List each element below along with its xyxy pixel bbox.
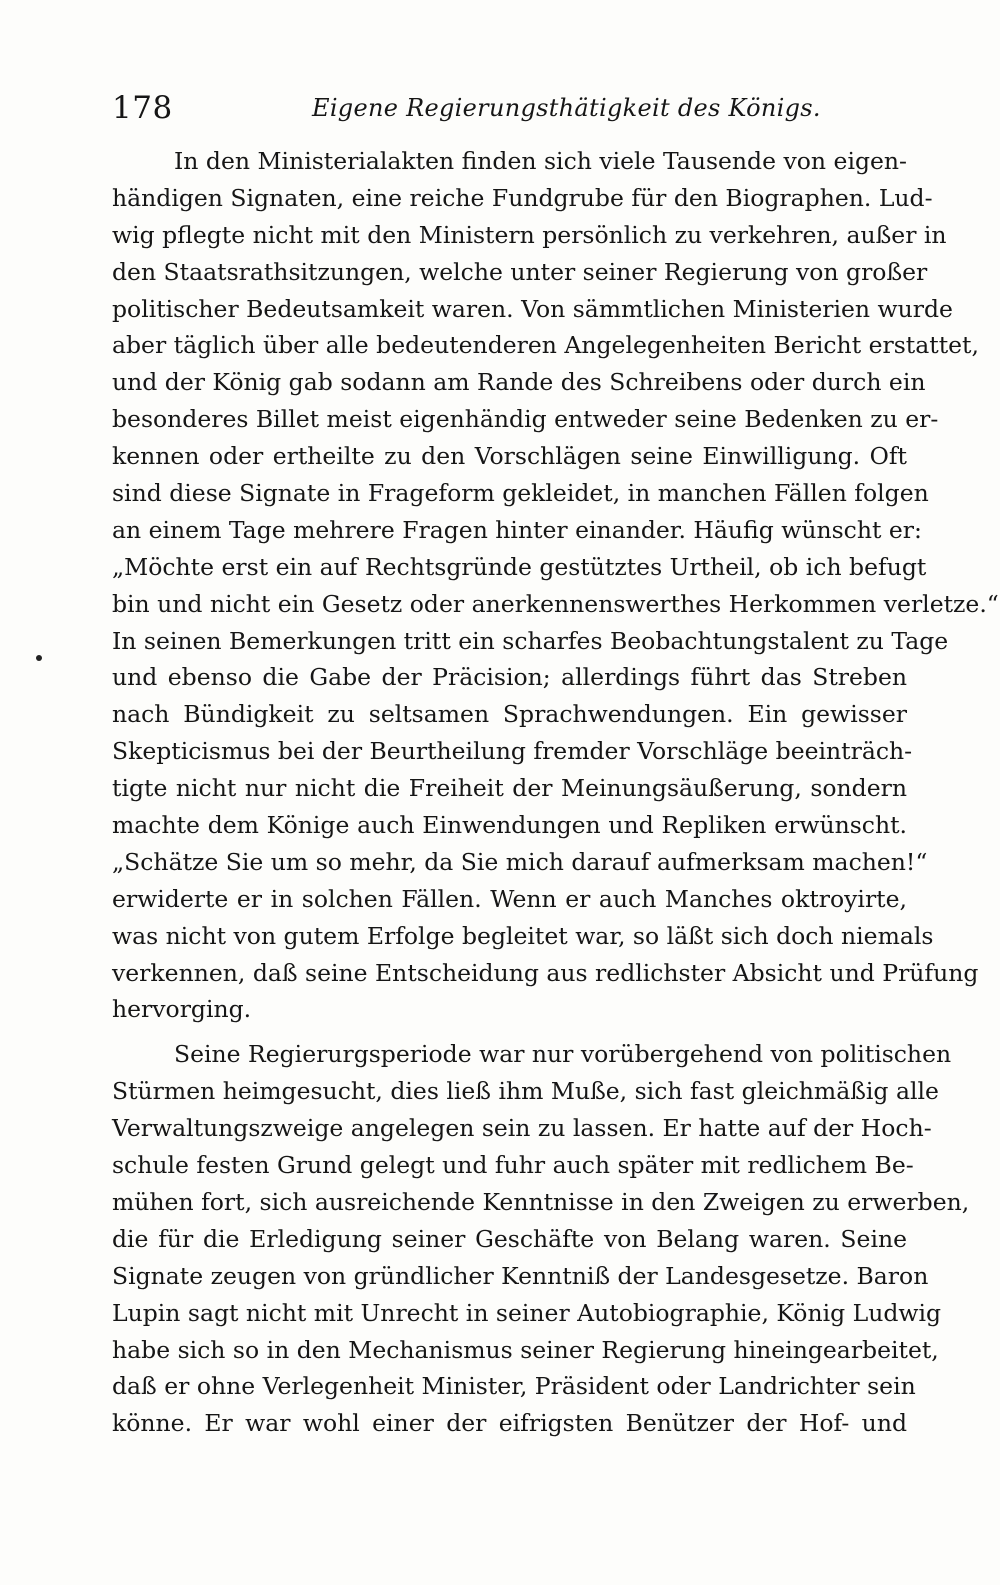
text-line: Seine Regierurgsperiode war nur vorübergehend von politischen bbox=[174, 1040, 952, 1069]
ink-speck bbox=[36, 655, 42, 661]
text-line: In den Ministerialakten finden sich viele Tausende von eigen- bbox=[174, 147, 907, 175]
text-line: Stürmen heimgesucht, dies ließ ihm Muße, sich fast gleichmäßig alle bbox=[112, 1077, 939, 1106]
text-line: die für die Erledigung seiner Geschäfte von Belang waren. Seine bbox=[112, 1224, 907, 1253]
text-line: schule festen Grund gelegt und fuhr auch später mit redlichem Be- bbox=[112, 1151, 914, 1180]
text-line: nach Bündigkeit zu seltsamen Sprachwendungen. Ein gewisser bbox=[112, 700, 907, 729]
text-line: Skepticismus bei der Beurtheilung fremder Vorschläge beeinträch- bbox=[112, 737, 913, 766]
text-line: „Schätze Sie um so mehr, da Sie mich darauf aufmerksam machen!“ bbox=[112, 847, 928, 876]
text-line: Verwaltungszweige angelegen sein zu lassen. Er hatte auf der Hoch- bbox=[112, 1114, 932, 1143]
text-line: habe sich so in den Mechanismus seiner Regierung hineingearbeitet, bbox=[112, 1335, 939, 1364]
text-line: Lupin sagt nicht mit Unrecht in seiner Autobiographie, König Ludwig bbox=[112, 1298, 942, 1327]
running-head: Eigene Regierungsthätigkeit des Königs. bbox=[312, 94, 821, 122]
text-line: In seinen Bemerkungen tritt ein scharfes Beobachtungstalent zu Tage bbox=[112, 626, 949, 655]
paragraph-1 bbox=[112, 143, 999, 1028]
text-line: sind diese Signate in Frageform gekleidet, in manchen Fällen folgen bbox=[112, 479, 929, 508]
text-line: hervorging. bbox=[112, 995, 252, 1024]
text-line: bin und nicht ein Gesetz oder anerkennenswerthes Herkommen verletze.“ bbox=[112, 589, 999, 618]
text-line: politischer Bedeutsamkeit waren. Von sämmtlichen Ministerien wurde bbox=[112, 294, 953, 323]
text-line: und der König gab sodann am Rande des Schreibens oder durch ein bbox=[112, 368, 926, 397]
text-line: mühen fort, sich ausreichende Kenntnisse in den Zweigen zu erwerben, bbox=[112, 1187, 970, 1216]
text-line: daß er ohne Verlegenheit Minister, Präsident oder Landrichter sein bbox=[112, 1372, 916, 1401]
text-line: und ebenso die Gabe der Präcision; allerdings führt das Streben bbox=[112, 663, 907, 692]
text-line: Signate zeugen von gründlicher Kenntniß der Landesgesetze. Baron bbox=[112, 1261, 929, 1290]
paragraph-2 bbox=[112, 1036, 970, 1442]
text-line: könne. Er war wohl einer der eifrigsten Benützer der Hof- und bbox=[112, 1409, 907, 1438]
text-line: an einem Tage mehrere Fragen hinter einander. Häufig wünscht er: bbox=[112, 515, 922, 544]
text-line: kennen oder ertheilte zu den Vorschlägen seine Einwilligung. Oft bbox=[112, 442, 907, 471]
text-line: händigen Signaten, eine reiche Fundgrube für den Biographen. Lud- bbox=[112, 183, 933, 212]
page-header bbox=[112, 88, 912, 128]
text-line: verkennen, daß seine Entscheidung aus redlichster Absicht und Prüfung bbox=[112, 958, 979, 987]
body-text bbox=[112, 143, 999, 1442]
text-line: aber täglich über alle bedeutenderen Angelegenheiten Bericht erstattet, bbox=[112, 331, 979, 360]
text-line: wig pflegte nicht mit den Ministern persönlich zu verkehren, außer in bbox=[112, 220, 947, 249]
text-line: erwiderte er in solchen Fällen. Wenn er auch Manches oktroyirte, bbox=[112, 884, 907, 913]
text-line: was nicht von gutem Erfolge begleitet war, so läßt sich doch niemals bbox=[112, 921, 934, 950]
text-line: machte dem Könige auch Einwendungen und Repliken erwünscht. bbox=[112, 811, 907, 840]
text-line: besonderes Billet meist eigenhändig entweder seine Bedenken zu er- bbox=[112, 405, 939, 434]
text-line: tigte nicht nur nicht die Freiheit der Meinungsäußerung, sondern bbox=[112, 774, 907, 803]
text-line: den Staatsrathsitzungen, welche unter seiner Regierung von großer bbox=[112, 257, 928, 286]
page-number: 178 bbox=[112, 90, 173, 126]
text-line: „Möchte erst ein auf Rechtsgründe gestütztes Urtheil, ob ich befugt bbox=[112, 552, 927, 581]
